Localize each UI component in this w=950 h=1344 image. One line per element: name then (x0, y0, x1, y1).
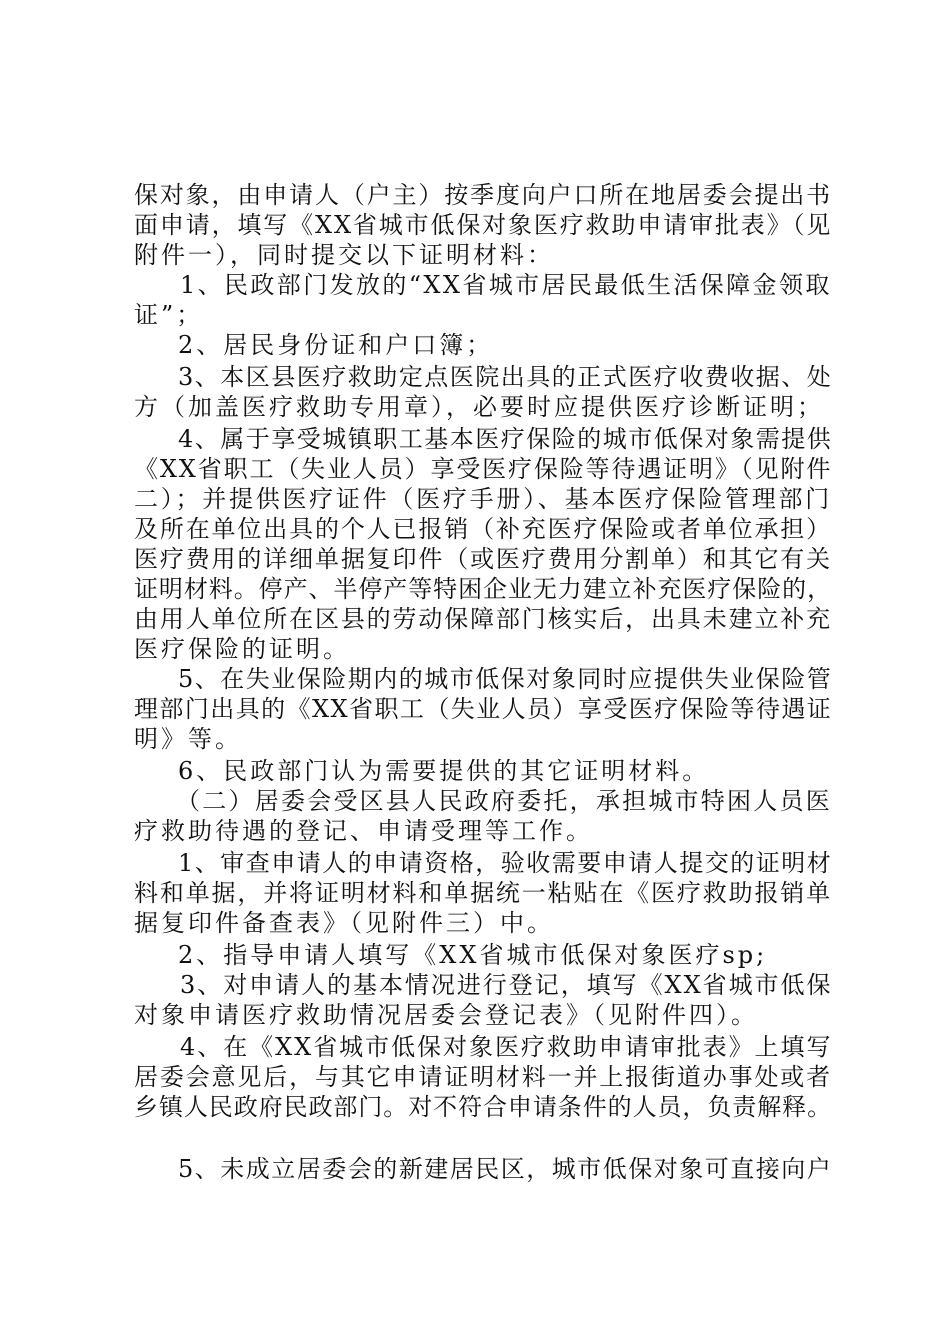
text-line: 6、民政部门认为需要提供的其它证明材料。 (178, 757, 710, 785)
text-line: 由用人单位所在区县的劳动保障部门核实后，出具未建立补充 (134, 605, 832, 633)
text-line: 据复印件备查表》（见附件三）中。 (134, 909, 554, 937)
text-line: 乡镇人民政府民政部门。对不符合申请条件的人员，负责解释。 (134, 1093, 832, 1121)
text-line: 二）；并提供医疗证件（医疗手册）、基本医疗保险管理部门 (134, 485, 832, 513)
text-line: 证明材料。停产、半停产等特困企业无力建立补充医疗保险的， (134, 575, 832, 603)
text-line: 居委会意见后，与其它申请证明材料一并上报街道办事处或者 (134, 1063, 832, 1091)
text-line: （二）居委会受区县人民政府委托，承担城市特困人员医 (176, 787, 832, 815)
text-line: 《XX省职工（失业人员）享受医疗保险等待遇证明》（见附件 (134, 455, 833, 483)
text-line: 对象申请医疗救助情况居委会登记表》（见附件四）。 (134, 1001, 758, 1029)
text-line: 方（加盖医疗救助专用章），必要时应提供医疗诊断证明； (134, 393, 824, 421)
text-line: 疗救助待遇的登记、申请受理等工作。 (134, 817, 593, 845)
text-line: 1、民政部门发放的“XX省城市居民最低生活保障金领取 (180, 271, 832, 299)
text-line: 理部门出具的《XX省职工（失业人员）享受医疗保险等待遇证 (134, 695, 833, 723)
text-line: 明》等。 (134, 725, 242, 753)
text-line: 5、未成立居委会的新建居民区，城市低保对象可直接向户 (178, 1155, 833, 1183)
text-line: 医疗保险的证明。 (134, 635, 350, 663)
text-line: 2、居民身份证和户口簿； (178, 331, 494, 359)
text-line: 附件一），同时提交以下证明材料： (134, 241, 554, 269)
text-line: 1、审查申请人的申请资格，验收需要申请人提交的证明材 (178, 849, 833, 877)
text-line: 医疗费用的详细单据复印件（或医疗费用分割单）和其它有关 (134, 545, 832, 573)
text-line: 保对象，由申请人（户主）按季度向户口所在地居委会提出书 (134, 181, 832, 209)
text-line: 证”； (134, 301, 204, 329)
text-line: 及所在单位出具的个人已报销（补充医疗保险或者单位承担） (134, 515, 832, 543)
text-line: 3、对申请人的基本情况进行登记，填写《XX省城市低保 (180, 971, 833, 999)
text-line: 4、属于享受城镇职工基本医疗保险的城市低保对象需提供 (178, 425, 833, 453)
text-line: 料和单据，并将证明材料和单据统一粘贴在《医疗救助报销单 (134, 879, 832, 907)
text-line: 2、指导申请人填写《XX省城市低保对象医疗sp; (178, 941, 768, 969)
text-line: 3、本区县医疗救助定点医院出具的正式医疗收费收据、处 (178, 363, 833, 391)
text-line: 面申请，填写《XX省城市低保对象医疗救助申请审批表》（见 (134, 211, 833, 239)
text-line: 4、在《XX省城市低保对象医疗救助申请审批表》上填写 (180, 1033, 833, 1061)
text-line: 5、在失业保险期内的城市低保对象同时应提供失业保险管 (178, 665, 833, 693)
